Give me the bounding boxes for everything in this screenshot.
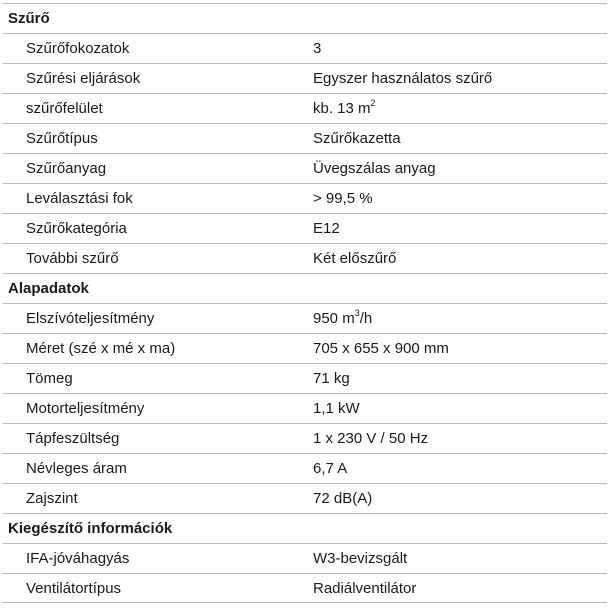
table-row: [3, 573, 607, 603]
value-superscript: 3: [354, 308, 360, 318]
value-main: kb. 13 m: [313, 100, 371, 117]
row-label: További szűrő: [26, 250, 119, 267]
row-label: Névleges áram: [26, 460, 127, 477]
row-value: 1 x 230 V / 50 Hz: [313, 430, 429, 447]
table-row: [3, 33, 607, 63]
table-row: [3, 153, 607, 183]
row-label: Szűrőkategória: [26, 220, 127, 237]
table-row: [3, 303, 607, 333]
row-label: Zajszint: [26, 490, 78, 507]
row-value: 6,7 A: [313, 460, 348, 477]
row-label: Leválasztási fok: [26, 190, 133, 207]
table-row: [3, 63, 607, 93]
row-label: Tápfeszültség: [26, 430, 120, 447]
table-row: [3, 543, 607, 573]
row-label: Tömeg: [26, 370, 73, 387]
row-value: > 99,5 %: [313, 190, 373, 207]
table-row: [3, 453, 607, 483]
row-label: szűrőfelület: [26, 100, 103, 117]
table-row: [3, 393, 607, 423]
row-value: 72 dB(A): [313, 490, 373, 507]
row-value: W3-bevizsgált: [313, 550, 408, 567]
row-value: [313, 100, 607, 117]
value-superscript: 2: [370, 98, 376, 108]
row-value: E12: [313, 220, 340, 237]
section-header-alapadatok: Alapadatok: [3, 273, 607, 303]
spec-table: [3, 0, 607, 603]
row-value: 3: [313, 40, 322, 57]
value-main: 950 m: [313, 310, 355, 327]
table-row: [3, 183, 607, 213]
table-row: [3, 423, 607, 453]
row-label: Elszívóteljesítmény: [26, 310, 155, 327]
row-label: Szűrési eljárások: [26, 70, 141, 87]
row-value: Egyszer használatos szűrő: [313, 70, 493, 87]
table-row: [3, 93, 607, 123]
row-value: Két előszűrő: [313, 250, 397, 267]
table-row: [3, 483, 607, 513]
table-row: [3, 213, 607, 243]
row-value: Szűrőkazetta: [313, 130, 401, 147]
row-label: Ventilátortípus: [26, 579, 122, 597]
row-value: Üvegszálas anyag: [313, 160, 436, 177]
table-row: [3, 363, 607, 393]
table-row: [3, 243, 607, 273]
table-row: [3, 333, 607, 363]
row-value: 1,1 kW: [313, 400, 360, 417]
section-header-szuro: Szűrő: [3, 3, 607, 33]
row-label: Méret (szé x mé x ma): [26, 340, 176, 357]
table-row: [3, 123, 607, 153]
row-label: Szűrőfokozatok: [26, 40, 130, 57]
row-value: Radiálventilátor: [313, 579, 417, 597]
row-label: IFA-jóváhagyás: [26, 550, 130, 567]
row-label: Szűrőanyag: [26, 160, 107, 177]
row-value: 71 kg: [313, 370, 350, 387]
row-label: Szűrőtípus: [26, 130, 98, 147]
section-header-kiegeszito: Kiegészítő információk: [3, 513, 607, 543]
row-value: 705 x 655 x 900 mm: [313, 340, 449, 357]
row-label: Motorteljesítmény: [26, 400, 145, 417]
value-suffix: /h: [359, 310, 373, 327]
row-value: [313, 310, 607, 327]
